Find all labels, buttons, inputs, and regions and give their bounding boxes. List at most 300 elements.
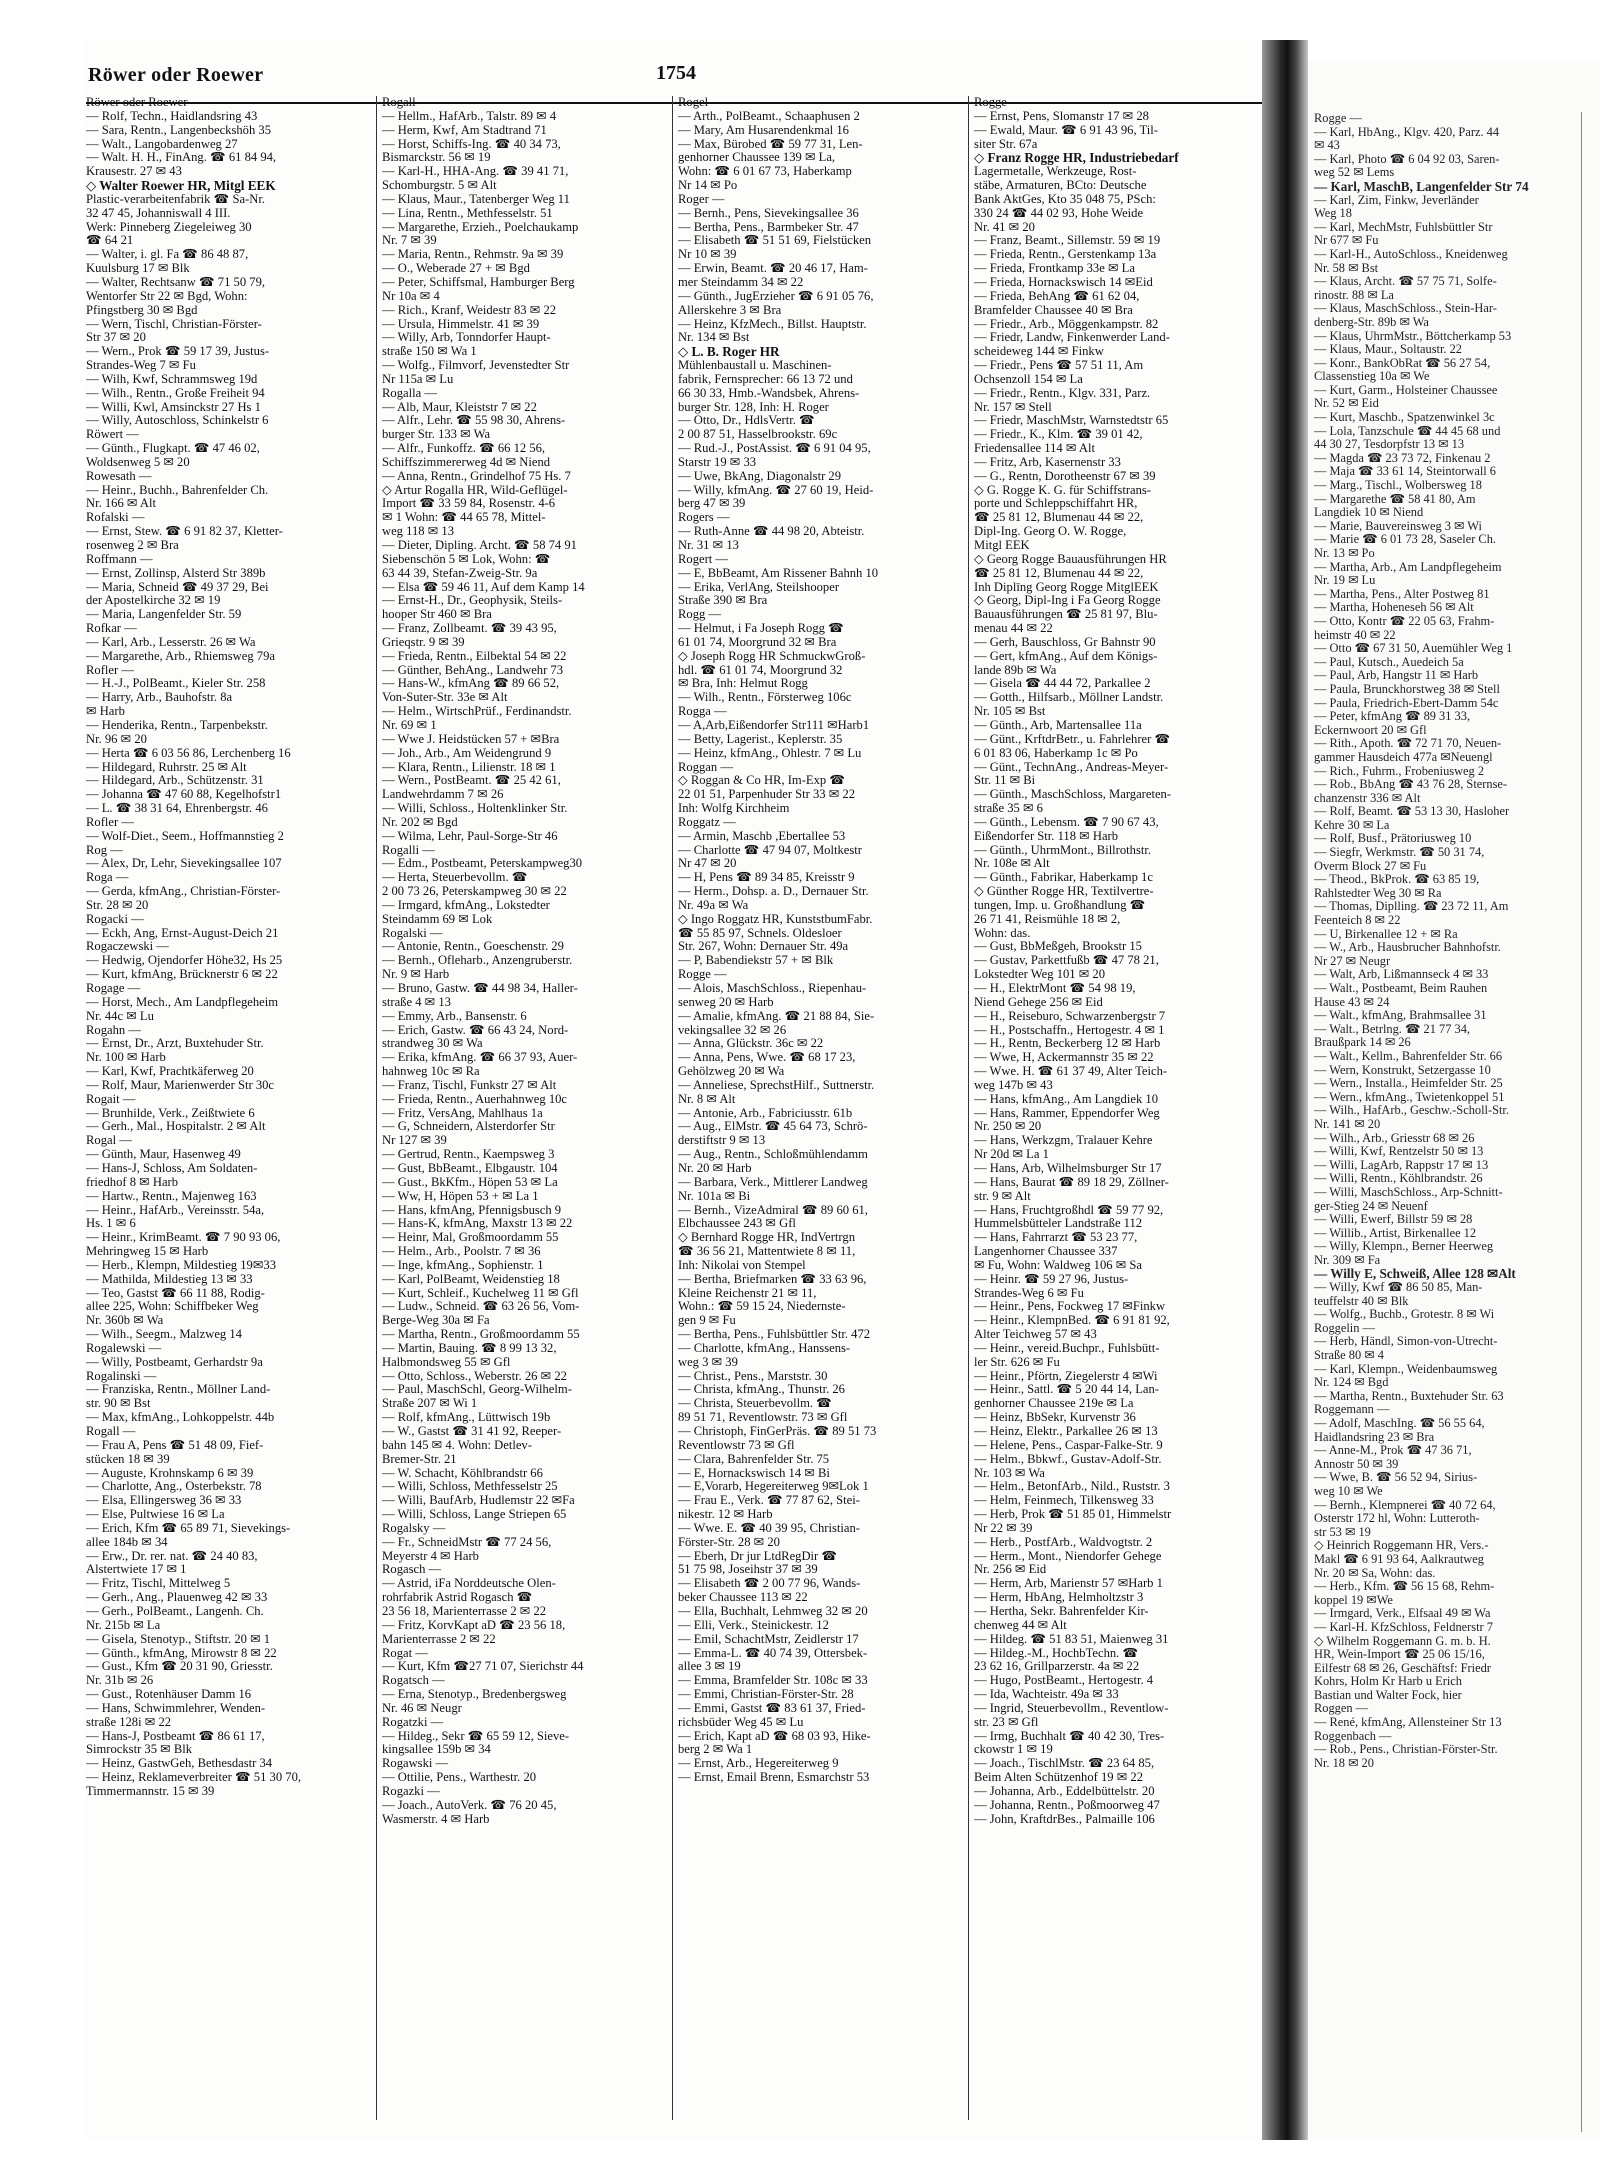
directory-entry: — Wern, Konstrukt, Setzergasse 10 bbox=[1314, 1063, 1491, 1077]
directory-entry: — Ernst, Stew. ☎ 6 91 82 37, Kletter- bbox=[86, 525, 283, 539]
directory-entry: — Anna, Pens, Wwe. ☎ 68 17 23, bbox=[678, 1051, 856, 1065]
directory-entry: — Joach., AutoVerk. ☎ 76 20 45, bbox=[382, 1798, 557, 1812]
directory-entry: ◇ Bernhard Rogge HR, IndVertrgn bbox=[678, 1231, 855, 1245]
directory-entry: — Hildeg., Sekr ☎ 65 59 12, Sieve- bbox=[382, 1729, 570, 1743]
directory-entry: Overm Block 27 ✉ Fu bbox=[1314, 859, 1427, 873]
directory-entry: Pfingstberg 30 ✉ Bgd bbox=[86, 303, 198, 317]
directory-entry: ◇ Günther Rogge HR, Textilvertre- bbox=[974, 885, 1154, 899]
directory-entry: — H, Pens ☎ 89 34 85, Kreisstr 9 bbox=[678, 871, 855, 885]
directory-entry: Berge-Weg 30a ✉ Fa bbox=[382, 1314, 490, 1328]
directory-entry: — Wilh, Kwf, Schrammsweg 19d bbox=[86, 372, 258, 386]
directory-entry: — Theod., BkProk. ☎ 63 85 19, bbox=[1314, 873, 1480, 887]
directory-entry: Alstertwiete 17 ✉ 1 bbox=[86, 1563, 187, 1577]
directory-entry: Schiffszimmererweg 4d ✉ Niend bbox=[382, 455, 551, 469]
directory-entry: — Walt., Postbeamt, Beim Rauhen bbox=[1314, 982, 1488, 995]
surname-heading: Rogg — bbox=[678, 608, 722, 622]
directory-entry: — Karl, MaschB, Langenfelder Str 74 bbox=[1314, 179, 1529, 194]
directory-entry: — Rith., Apoth. ☎ 72 71 70, Neuen- bbox=[1314, 737, 1502, 751]
directory-entry: — E, Hornackswisch 14 ✉ Bi bbox=[678, 1466, 830, 1480]
directory-entry: — Wern., Installa., Heimfelder Str. 25 bbox=[1314, 1077, 1503, 1091]
directory-entry: — Walt., Langobardenweg 27 bbox=[86, 137, 238, 151]
directory-entry: — Helm., WirtschPrüf., Ferdinandstr. bbox=[382, 705, 572, 719]
directory-entry: burger Str. 128, Inh: H. Roger bbox=[678, 400, 829, 414]
directory-entry: — Christa, Steuerbevollm. ☎ bbox=[678, 1397, 832, 1411]
directory-entry: — Alois, MaschSchloss., Riepenhau- bbox=[678, 982, 867, 995]
directory-entry: — Rolf, kfmAng., Lüttwisch 19b bbox=[382, 1411, 551, 1425]
directory-entry: gammer Hausdeich 477a ✉Neuengl bbox=[1314, 750, 1493, 764]
directory-entry: Nr 10 ✉ 39 bbox=[678, 248, 737, 262]
directory-entry: — Heinr., Pens, Fockweg 17 ✉Finkw bbox=[974, 1300, 1166, 1314]
directory-entry: Inh: Nikolai von Stempel bbox=[678, 1258, 806, 1272]
directory-entry: — Gerh., Mal., Hospitalstr. 2 ✉ Alt bbox=[86, 1120, 266, 1134]
directory-entry: — L. ☎ 38 31 64, Ehrenbergstr. 46 bbox=[86, 802, 268, 816]
directory-entry: — Wilh., Rentn., Försterweg 106c bbox=[678, 691, 852, 705]
directory-entry: allee 225, Wohn: Schiffbeker Weg bbox=[86, 1300, 259, 1314]
directory-entry: — Otto, Schloss., Weberstr. 26 ✉ 22 bbox=[382, 1369, 567, 1383]
directory-entry: — H., Rentn, Beckerberg 12 ✉ Harb bbox=[974, 1037, 1161, 1051]
directory-entry: — Willi, MaschSchloss., Arp-Schnitt- bbox=[1314, 1185, 1503, 1199]
directory-entry: — Wilh., Seegm., Malzweg 14 bbox=[86, 1328, 242, 1342]
surname-heading: Roggatz — bbox=[678, 815, 736, 829]
directory-entry: — Wolfg., Buchb., Grotestr. 8 ✉ Wi bbox=[1314, 1308, 1495, 1322]
directory-entry: ckowstr 1 ✉ 19 bbox=[974, 1743, 1053, 1757]
directory-entry: Meyerstr 4 ✉ Harb bbox=[382, 1549, 479, 1563]
directory-entry: Wentorfer Str 22 ✉ Bgd, Wohn: bbox=[86, 289, 248, 303]
directory-entry: — Wwe. H. ☎ 61 37 49, Alter Teich- bbox=[974, 1065, 1168, 1079]
directory-entry: — Hans, Baurat ☎ 89 18 29, Zöllner- bbox=[974, 1175, 1169, 1189]
directory-entry: straße 128i ✉ 22 bbox=[86, 1715, 172, 1729]
directory-entry: — Ottilie, Pens., Warthestr. 20 bbox=[382, 1771, 537, 1785]
directory-entry: — Willy, Arb, Tonndorfer Haupt- bbox=[382, 331, 551, 345]
directory-entry: — Martha, Hoheneseh 56 ✉ Alt bbox=[1314, 601, 1474, 615]
directory-entry: Kleine Reichenstr 21 ✉ 11, bbox=[678, 1286, 817, 1300]
directory-entry: allee 184b ✉ 34 bbox=[86, 1535, 168, 1549]
surname-heading: Rogalli — bbox=[382, 843, 435, 857]
directory-entry: — Karl, HbAng., Klgv. 420, Parz. 44 bbox=[1314, 125, 1500, 139]
directory-entry: straße 150 ✉ Wa 1 bbox=[382, 345, 477, 359]
directory-entry: — Kurt, Maschb., Spatzenwinkel 3c bbox=[1314, 411, 1495, 425]
directory-entry: Alter Teichweg 57 ✉ 43 bbox=[974, 1328, 1097, 1342]
surname-heading: Rogalsky — bbox=[382, 1521, 446, 1535]
directory-entry: — Heinr., vereid.Buchpr., Fuhlsbütt- bbox=[974, 1341, 1160, 1355]
directory-entry: Nr 115a ✉ Lu bbox=[382, 372, 454, 386]
directory-entry: — Wwe, B. ☎ 56 52 94, Sirius- bbox=[1314, 1471, 1478, 1485]
directory-entry: — Klaus, UhrmMstr., Böttcherkamp 53 bbox=[1314, 329, 1512, 343]
directory-entry: — Teo, Gastst ☎ 66 11 88, Rodig- bbox=[86, 1286, 265, 1300]
directory-entry: Makl ☎ 6 91 93 64, Aalkrautweg bbox=[1314, 1552, 1484, 1566]
directory-entry: ◇ Franz Rogge HR, Industriebedarf bbox=[974, 151, 1179, 166]
directory-entry: Woldsenweg 5 ✉ 20 bbox=[86, 455, 190, 469]
directory-entry: — Willib., Artist, Birkenallee 12 bbox=[1314, 1226, 1477, 1240]
directory-entry: — Martha, Rentn., Großmoordamm 55 bbox=[382, 1328, 580, 1342]
directory-entry: — Karl, Zim, Finkw, Jeverländer bbox=[1314, 193, 1479, 207]
directory-entry: ◇ Artur Rogalla HR, Wild-Geflügel- bbox=[382, 483, 568, 497]
directory-entry: — Astrid, iFa Norddeutsche Olen- bbox=[382, 1577, 556, 1591]
directory-entry: — Mary, Am Husarendenkmal 16 bbox=[678, 123, 849, 137]
directory-entry: — Walter, i. gl. Fa ☎ 86 48 87, bbox=[86, 248, 249, 262]
directory-entry: Nr 127 ✉ 39 bbox=[382, 1134, 447, 1148]
directory-entry: Ochsenzoll 154 ✉ La bbox=[974, 372, 1083, 386]
directory-entry: — Ruth-Anne ☎ 44 98 20, Abteistr. bbox=[678, 525, 865, 539]
directory-entry: — Ella, Buchhalt, Lehmweg 32 ✉ 20 bbox=[678, 1604, 868, 1618]
directory-entry: — Klaus, Archt. ☎ 57 75 71, Solfe- bbox=[1314, 275, 1497, 289]
surname-heading: Rogel — bbox=[678, 96, 724, 109]
directory-entry: — Ursula, Himmelstr. 41 ✉ 39 bbox=[382, 317, 540, 331]
directory-entry: — Bertha, Pens., Fuhlsbüttler Str. 472 bbox=[678, 1328, 871, 1342]
directory-entry: — Alb, Maur, Kleiststr 7 ✉ 22 bbox=[382, 400, 537, 414]
directory-entry: — Wern, Tischl, Christian-Förster- bbox=[86, 317, 262, 331]
directory-entry: — Fritz, Tischl, Mittelweg 5 bbox=[86, 1577, 231, 1591]
directory-entry: — U, Birkenallee 12 + ✉ Ra bbox=[1314, 927, 1458, 941]
directory-entry: — Herm., Mont., Niendorfer Gehege bbox=[974, 1549, 1162, 1563]
directory-entry: derstiftstr 9 ✉ 13 bbox=[678, 1134, 766, 1148]
directory-entry: Langenhorner Chaussee 337 bbox=[974, 1245, 1118, 1259]
directory-entry: — E, BbBeamt, Am Rissener Bahnh 10 bbox=[678, 566, 879, 580]
surname-heading: Rogert — bbox=[678, 552, 729, 566]
directory-entry: — Marg., Tischl., Wolbersweg 18 bbox=[1314, 479, 1482, 493]
directory-entry: chenweg 44 ✉ Alt bbox=[974, 1618, 1067, 1632]
directory-entry: — Gerh., Ang., Plauenweg 42 ✉ 33 bbox=[86, 1591, 268, 1605]
directory-entry: — Heinr., Pförtn, Ziegelerstr 4 ✉Wi bbox=[974, 1369, 1158, 1383]
directory-entry: — Brunhilde, Verk., Zeißtwiete 6 bbox=[86, 1106, 255, 1120]
directory-entry: mer Steindamm 34 ✉ 22 bbox=[678, 275, 804, 289]
directory-entry: — Kurt, Garm., Holsteiner Chaussee bbox=[1314, 383, 1498, 397]
directory-entry: — Ernst-H., Dr., Geophysik, Steils- bbox=[382, 594, 563, 608]
directory-entry: denberg-Str. 89b ✉ Wa bbox=[1314, 315, 1429, 329]
directory-entry: Nr. 52 ✉ Eid bbox=[1314, 397, 1379, 411]
directory-entry: — Max, kfmAng., Lohkoppelstr. 44b bbox=[86, 1411, 275, 1425]
directory-entry: — Herb, Händl, Simon-von-Utrecht- bbox=[1314, 1335, 1498, 1349]
directory-entry: Str. 267, Wohn: Dernauer Str. 49a bbox=[678, 940, 849, 954]
directory-entry: tungen, Imp. u. Großhandlung ☎ bbox=[974, 898, 1146, 912]
directory-entry: — John, KraftdrBes., Palmaille 106 bbox=[974, 1812, 1155, 1826]
surname-heading: Rowesath — bbox=[86, 469, 152, 483]
directory-entry: — Karl, Klempn., Weidenbaumsweg bbox=[1314, 1362, 1498, 1376]
directory-entry: — Karl-H. KfzSchloss, Feldnerstr 7 bbox=[1314, 1620, 1493, 1634]
directory-entry: — Elsa, Ellingersweg 36 ✉ 33 bbox=[86, 1494, 242, 1508]
directory-entry: Schomburgstr. 5 ✉ Alt bbox=[382, 179, 497, 193]
directory-entry: — Gotth., Hilfsarb., Möllner Landstr. bbox=[974, 691, 1164, 705]
directory-entry: Bastian und Walter Fock, hier bbox=[1314, 1688, 1462, 1702]
directory-entry: — Horst, Mech., Am Landpflegeheim bbox=[86, 995, 279, 1009]
directory-entry: — Hans, Fruchtgroßhdl ☎ 59 77 92, bbox=[974, 1203, 1164, 1217]
directory-entry: — Paula, Brunckhorstweg 38 ✉ Stell bbox=[1314, 682, 1500, 696]
directory-entry: Nr. 105 ✉ Bst bbox=[974, 705, 1046, 719]
directory-entry: — Clara, Bahrenfelder Str. 75 bbox=[678, 1452, 830, 1466]
directory-entry: Starstr 19 ✉ 33 bbox=[678, 455, 757, 469]
directory-entry: Straße 80 ✉ 4 bbox=[1314, 1349, 1384, 1363]
directory-entry: 6 01 83 06, Haberkamp 1c ✉ Po bbox=[974, 746, 1138, 760]
directory-entry: Straße 390 ✉ Bra bbox=[678, 594, 768, 608]
directory-entry: — Alfr., Funkoffz. ☎ 66 12 56, bbox=[382, 442, 546, 456]
directory-entry: ✉ Harb bbox=[86, 705, 125, 719]
directory-entry: — Harry, Arb., Bauhofstr. 8a bbox=[86, 691, 233, 705]
directory-entry: Nr. 69 ✉ 1 bbox=[382, 718, 437, 732]
directory-entry: — Wwe. E. ☎ 40 39 95, Christian- bbox=[678, 1521, 860, 1535]
directory-entry: — Frieda, Rentn., Eilbektal 54 ✉ 22 bbox=[382, 649, 567, 663]
directory-entry: hdl. ☎ 61 01 74, Moorgrund 32 bbox=[678, 663, 843, 677]
directory-entry: — Heinz, Elektr., Parkallee 26 ✉ 13 bbox=[974, 1425, 1158, 1438]
directory-entry: — Helm., Arb., Poolstr. 7 ✉ 36 bbox=[382, 1245, 541, 1259]
directory-entry: — Heinz, Reklameverbreiter ☎ 51 30 70, bbox=[86, 1771, 302, 1785]
directory-entry: chanzenstr 336 ✉ Alt bbox=[1314, 791, 1421, 805]
page-number: 1754 bbox=[656, 62, 696, 84]
directory-entry: — Erich, Kapt aD ☎ 68 03 93, Hike- bbox=[678, 1729, 871, 1743]
directory-entry: — Elisabeth ☎ 51 51 69, Fielstücken bbox=[678, 234, 872, 248]
directory-entry: — Hertha, Sekr. Bahrenfelder Kir- bbox=[974, 1604, 1149, 1618]
directory-entry: gen 9 ✉ Fu bbox=[678, 1314, 736, 1328]
directory-entry: ler Str. 626 ✉ Fu bbox=[974, 1355, 1060, 1369]
directory-entry: — Rob., BbAng ☎ 43 76 28, Sternse- bbox=[1314, 778, 1508, 792]
surname-heading: Rogacki — bbox=[86, 912, 144, 926]
directory-entry: Werk: Pinneberg Ziegeleiweg 30 bbox=[86, 220, 252, 234]
directory-entry: Nr 47 ✉ 20 bbox=[678, 857, 737, 871]
directory-entry: — Paul, Kutsch., Auedeich 5a bbox=[1314, 655, 1464, 669]
directory-entry: — Heinr., KrimBeamt. ☎ 7 90 93 06, bbox=[86, 1231, 281, 1245]
directory-entry: Nr. 20 ✉ Sa, Wohn: das. bbox=[1314, 1566, 1436, 1580]
directory-entry: — Elli, Verk., Steinickestr. 12 bbox=[678, 1618, 829, 1632]
directory-entry: Nr. 58 ✉ Bst bbox=[1314, 261, 1379, 275]
column-1 bbox=[86, 96, 370, 1799]
directory-entry: — Gisela, Stenotyp., Stiftstr. 20 ✉ 1 bbox=[86, 1632, 271, 1646]
directory-entry: ☎ 36 56 21, Mattentwiete 8 ✉ 11, bbox=[678, 1245, 856, 1259]
directory-entry: str. 90 ✉ Bst bbox=[86, 1397, 151, 1411]
directory-entry: — Fr., SchneidMstr ☎ 77 24 56, bbox=[382, 1535, 552, 1549]
directory-entry: Timmermannstr. 15 ✉ 39 bbox=[86, 1784, 215, 1798]
directory-entry: Nr. 108e ✉ Alt bbox=[974, 857, 1050, 871]
surname-heading: Roggan — bbox=[678, 760, 733, 774]
surname-heading: Rogat — bbox=[382, 1646, 428, 1660]
directory-entry: — Gisela ☎ 44 44 72, Parkallee 2 bbox=[974, 677, 1151, 691]
directory-entry: — Erika, kfmAng. ☎ 66 37 93, Auer- bbox=[382, 1051, 578, 1065]
directory-entry: — Anna, Glückstr. 36c ✉ 22 bbox=[678, 1037, 824, 1051]
directory-entry: Marienterrasse 2 ✉ 22 bbox=[382, 1632, 496, 1646]
directory-entry: — Willy E, Schweiß, Allee 128 ✉Alt bbox=[1314, 1267, 1516, 1282]
directory-entry: ◇ L. B. Roger HR bbox=[678, 345, 780, 360]
directory-entry: — Paul, Arb, Hangstr 11 ✉ Harb bbox=[1314, 669, 1479, 683]
directory-entry: — Hans, Schwimmlehrer, Wenden- bbox=[86, 1701, 266, 1715]
directory-entry: ☎ 64 21 bbox=[86, 234, 134, 248]
directory-entry: — Lina, Rentn., Methfesselstr. 51 bbox=[382, 206, 553, 220]
directory-entry: ◇ Joseph Rogg HR SchmuckwGroß- bbox=[678, 649, 866, 663]
directory-entry: 2 00 73 26, Peterskampweg 30 ✉ 22 bbox=[382, 885, 567, 899]
directory-entry: — Christa, kfmAng., Thunstr. 26 bbox=[678, 1383, 845, 1397]
directory-entry: — Willi, LagArb, Rappstr 17 ✉ 13 bbox=[1314, 1158, 1489, 1172]
directory-entry: ◇ Georg, Dipl-Ing i Fa Georg Rogge bbox=[974, 594, 1161, 608]
directory-entry: — Kurt, Schleif., Kuchelweg 11 ✉ Gfl bbox=[382, 1286, 579, 1300]
directory-entry: Kehre 30 ✉ La bbox=[1314, 818, 1390, 832]
directory-entry: — Uwe, BkAng, Diagonalstr 29 bbox=[678, 469, 841, 483]
directory-entry: weg 10 ✉ We bbox=[1314, 1484, 1383, 1498]
directory-entry: — Lola, Tanzschule ☎ 44 45 68 und bbox=[1314, 424, 1501, 438]
directory-entry: 63 44 39, Stefan-Zweig-Str. 9a bbox=[382, 566, 538, 580]
directory-entry: — Hans-W., kfmAng ☎ 89 66 52, bbox=[382, 677, 560, 691]
directory-entry: — Rolf, Techn., Haidlandsring 43 bbox=[86, 109, 258, 123]
directory-entry: — Friedr, MaschMstr, Warnstedtstr 65 bbox=[974, 414, 1169, 428]
directory-entry: ☎ 25 81 12, Blumenau 44 ✉ 22, bbox=[974, 566, 1144, 580]
directory-entry: — Frieda, Rentn., Auerhahnweg 10c bbox=[382, 1092, 568, 1106]
directory-entry: — Hedwig, Ojendorfer Höhe32, Hs 25 bbox=[86, 954, 283, 968]
surname-heading: Rogalski — bbox=[382, 926, 443, 940]
directory-entry: 61 01 74, Moorgrund 32 ✉ Bra bbox=[678, 635, 837, 649]
directory-entry: — Mathilda, Mildestieg 13 ✉ 33 bbox=[86, 1272, 253, 1286]
directory-entry: — Emil, SchachtMstr, Zeidlerstr 17 bbox=[678, 1632, 859, 1646]
directory-entry: — Helene, Pens., Caspar-Falke-Str. 9 bbox=[974, 1438, 1163, 1452]
directory-entry: Nr. 141 ✉ 20 bbox=[1314, 1117, 1381, 1131]
directory-entry: Siebenschön 5 ✉ Lok, Wohn: ☎ bbox=[382, 552, 551, 566]
directory-entry: — Ernst, Pens, Slomanstr 17 ✉ 28 bbox=[974, 109, 1149, 123]
directory-entry: — Rolf, Busf., Prätoriusweg 10 bbox=[1314, 832, 1472, 846]
directory-entry: ✉ Fu, Wohn: Waldweg 106 ✉ Sa bbox=[974, 1258, 1142, 1272]
directory-entry: — Bernh., Klempnerei ☎ 40 72 64, bbox=[1314, 1498, 1496, 1512]
directory-entry: — Sara, Rentn., Langenbeckshöh 35 bbox=[86, 123, 272, 137]
directory-entry: — Bernh., Ofleharb., Anzengruberstr. bbox=[382, 954, 573, 968]
directory-entry: Weg 18 bbox=[1314, 207, 1352, 221]
directory-entry: Nr. 46 ✉ Neugr bbox=[382, 1701, 462, 1715]
directory-entry: — Rolf, Beamt. ☎ 53 13 30, Hasloher bbox=[1314, 805, 1510, 819]
directory-entry: Nr. 19 ✉ Lu bbox=[1314, 574, 1376, 588]
directory-entry: — Erw., Dr. rer. nat. ☎ 24 40 83, bbox=[86, 1549, 258, 1563]
directory-entry: Krausestr. 27 ✉ 43 bbox=[86, 165, 182, 179]
directory-entry: — W., Arb., Hausbrucher Bahnhofstr. bbox=[1314, 941, 1501, 955]
directory-entry: — Helm, Feinmech, Tilkensweg 33 bbox=[974, 1494, 1154, 1508]
directory-entry: bahn 145 ✉ 4. Wohn: Detlev- bbox=[382, 1438, 532, 1452]
directory-entry: Grieqstr. 9 ✉ 39 bbox=[382, 635, 465, 649]
directory-entry: — Karl-H., AutoSchloss., Kneidenweg bbox=[1314, 247, 1508, 261]
directory-entry: Hummelsbütteler Landstraße 112 bbox=[974, 1217, 1143, 1231]
directory-entry: — Hildeg. ☎ 51 83 51, Maienweg 31 bbox=[974, 1632, 1169, 1646]
directory-entry: — Heinz, KfzMech., Billst. Hauptstr. bbox=[678, 317, 867, 331]
directory-entry: Steindamm 69 ✉ Lok bbox=[382, 912, 493, 926]
directory-entry: berg 2 ✉ Wa 1 bbox=[678, 1743, 753, 1757]
directory-entry: — Günt., TechnAng., Andreas-Meyer- bbox=[974, 760, 1169, 774]
directory-entry: — Thomas, Diplling. ☎ 23 72 11, Am bbox=[1314, 900, 1509, 914]
directory-entry: — Franz, Beamt., Sillemstr. 59 ✉ 19 bbox=[974, 234, 1161, 248]
directory-entry: rohrfabrik Astrid Rogasch ☎ bbox=[382, 1591, 533, 1605]
directory-entry: — Klara, Rentn., Lilienstr. 18 ✉ 1 bbox=[382, 760, 556, 774]
surname-heading: Rogge — bbox=[1314, 112, 1362, 125]
directory-entry: Nr. 166 ✉ Alt bbox=[86, 497, 157, 511]
directory-entry: — O., Weberade 27 + ✉ Bgd bbox=[382, 262, 530, 276]
directory-entry: — Bruno, Gastw. ☎ 44 98 34, Haller- bbox=[382, 982, 578, 995]
directory-entry: 2 00 87 51, Hasselbrookstr. 69c bbox=[678, 428, 838, 442]
directory-entry: str 53 ✉ 19 bbox=[1314, 1525, 1371, 1539]
directory-entry: — Ewald, Maur. ☎ 6 91 43 96, Til- bbox=[974, 123, 1158, 137]
directory-entry: Nr. 215b ✉ La bbox=[86, 1618, 161, 1632]
directory-entry: — Bernh., VizeAdmiral ☎ 89 60 61, bbox=[678, 1203, 868, 1217]
directory-entry: Bismarckstr. 56 ✉ 19 bbox=[382, 151, 491, 165]
directory-entry: Nr. 157 ✉ Stell bbox=[974, 400, 1052, 414]
directory-entry: — Hans-J, Postbeamt ☎ 86 61 17, bbox=[86, 1729, 265, 1743]
directory-entry: richsbüder Weg 45 ✉ Lu bbox=[678, 1715, 804, 1729]
directory-entry: Langdiek 10 ✉ Niend bbox=[1314, 506, 1424, 520]
directory-entry: Inh: Wolfg Kirchheim bbox=[678, 802, 790, 816]
surname-heading: Roger — bbox=[678, 192, 725, 206]
directory-entry: fabrik, Fernsprecher: 66 13 72 und bbox=[678, 372, 853, 386]
directory-entry: — Emmi, Gastst ☎ 83 61 37, Fried- bbox=[678, 1701, 866, 1715]
directory-entry: — Charlotte, kfmAng., Hanssens- bbox=[678, 1341, 851, 1355]
directory-entry: Str. 11 ✉ Bi bbox=[974, 774, 1036, 788]
directory-entry: 23 56 18, Marienterrasse 2 ✉ 22 bbox=[382, 1604, 547, 1618]
surname-heading: Rogalla — bbox=[382, 386, 437, 400]
directory-entry: Nr. 44c ✉ Lu bbox=[86, 1009, 154, 1023]
directory-entry: — Armin, Maschb ,Ebertallee 53 bbox=[678, 829, 846, 843]
directory-entry: straße 35 ✉ 6 bbox=[974, 802, 1043, 816]
directory-entry: — Helm., BetonfArb., Nild., Ruststr. 3 bbox=[974, 1480, 1170, 1494]
directory-entry: — Max, Bürobed ☎ 59 77 31, Len- bbox=[678, 137, 863, 151]
directory-entry: — Fritz, VersAng, Mahlhaus 1a bbox=[382, 1106, 543, 1120]
directory-entry: Nr. 31 ✉ 13 bbox=[678, 539, 739, 552]
directory-entry: — Friedr., Arb., Möggenkampstr. 82 bbox=[974, 317, 1159, 331]
directory-entry: — Günth, Maur, Hasenweg 49 bbox=[86, 1148, 241, 1162]
directory-entry: Beim Alten Schützenhof 19 ✉ 22 bbox=[974, 1771, 1144, 1785]
directory-entry: — Margarethe ☎ 58 41 80, Am bbox=[1314, 492, 1476, 506]
directory-entry: — Willy, Kwf ☎ 86 50 85, Man- bbox=[1314, 1281, 1483, 1295]
directory-entry: — Hans-K, kfmAng, Maxstr 13 ✉ 22 bbox=[382, 1217, 573, 1231]
directory-entry: — Helmut, i Fa Joseph Rogg ☎ bbox=[678, 622, 844, 636]
directory-entry: — Herm, Kwf, Am Stadtrand 71 bbox=[382, 123, 547, 137]
directory-entry: Niend Gehege 256 ✉ Eid bbox=[974, 995, 1103, 1009]
directory-entry: — Elisabeth ☎ 2 00 77 96, Wands- bbox=[678, 1577, 861, 1591]
directory-entry: Eißendorfer Str. 118 ✉ Harb bbox=[974, 829, 1119, 843]
surname-heading: Rofalski — bbox=[86, 511, 145, 525]
directory-entry: — Inge, kfmAng., Sophienstr. 1 bbox=[382, 1258, 544, 1272]
directory-entry: Wohn.: ☎ 59 15 24, Niedernstе- bbox=[678, 1300, 846, 1314]
directory-entry: 51 75 98, Joseihstr 37 ✉ 39 bbox=[678, 1563, 818, 1577]
directory-entry: — Hildegard, Ruhrstr. 25 ✉ Alt bbox=[86, 760, 247, 774]
directory-entry: — Erna, Stenotyp., Bredenbergsweg bbox=[382, 1688, 567, 1702]
directory-entry: — Karl, Photo ☎ 6 04 92 03, Saren- bbox=[1314, 152, 1500, 166]
directory-entry: Wohn: ☎ 6 01 67 73, Haberkamp bbox=[678, 165, 852, 179]
surname-heading: Rogazki — bbox=[382, 1784, 440, 1798]
directory-entry: — Marie ☎ 6 01 73 28, Saseler Ch. bbox=[1314, 533, 1496, 547]
directory-entry: — Günth., JugErzieher ☎ 6 91 05 76, bbox=[678, 289, 874, 303]
directory-entry: — Karl-H., HHA-Ang. ☎ 39 41 71, bbox=[382, 165, 569, 179]
surname-heading: Rogal — bbox=[86, 1134, 132, 1148]
directory-entry: — Herb, Prok ☎ 51 85 01, Himmelstr bbox=[974, 1508, 1172, 1522]
directory-entry: — Otto, Dr., HdlsVertr. ☎ bbox=[678, 414, 815, 428]
directory-entry: Nr 20d ✉ La 1 bbox=[974, 1148, 1049, 1162]
directory-entry: Straße 207 ✉ Wi 1 bbox=[382, 1397, 478, 1411]
directory-entry: — Konr., BankObRat ☎ 56 27 54, bbox=[1314, 356, 1491, 370]
directory-entry: — Hildeg.-M., HochbTechn. ☎ bbox=[974, 1646, 1139, 1660]
directory-entry: — Christoph, FinGerPräs. ☎ 89 51 73 bbox=[678, 1425, 877, 1438]
directory-entry: Bramfelder Chaussee 40 ✉ Bra bbox=[974, 303, 1133, 317]
directory-entry: — Gert, kfmAng., Auf dem Königs- bbox=[974, 649, 1158, 663]
directory-entry: Kuulsburg 17 ✉ Blk bbox=[86, 262, 190, 276]
directory-entry: ◇ Roggan & Co HR, Im-Exp ☎ bbox=[678, 774, 846, 788]
directory-entry: 26 71 41, Reismühle 18 ✉ 2, bbox=[974, 912, 1121, 926]
directory-entry: — Willi, BaufArb, Hudlemstr 22 ✉Fa bbox=[382, 1494, 575, 1508]
directory-entry: — Herta, Steuerbevollm. ☎ bbox=[382, 871, 528, 885]
directory-entry: Nr 14 ✉ Po bbox=[678, 179, 738, 193]
directory-entry: — Rud.-J., PostAssist. ☎ 6 91 04 95, bbox=[678, 442, 871, 456]
directory-entry: Bauausführungen ☎ 25 81 97, Blu- bbox=[974, 608, 1158, 622]
directory-entry: Nr. 9 ✉ Harb bbox=[382, 968, 450, 982]
directory-entry: — Hugo, PostBeamt., Hertogestr. 4 bbox=[974, 1674, 1154, 1688]
directory-entry: — Hans, kfmAng., Am Langdiek 10 bbox=[974, 1092, 1158, 1106]
directory-entry: — Hellm., HafArb., Talstr. 89 ✉ 4 bbox=[382, 109, 557, 123]
directory-entry: — Walt., Betrlng. ☎ 21 77 34, bbox=[1314, 1022, 1471, 1036]
directory-entry: — G., Rentn, Dorotheenstr 67 ✉ 39 bbox=[974, 469, 1156, 483]
directory-page bbox=[86, 40, 1304, 2140]
directory-entry: — H., Postschaffn., Hertogestr. 4 ✉ 1 bbox=[974, 1023, 1165, 1037]
directory-entry: porte und Schleppschiffahrt HR, bbox=[974, 497, 1138, 511]
directory-entry: Simrockstr 35 ✉ Blk bbox=[86, 1743, 193, 1757]
directory-entry: str. 9 ✉ Alt bbox=[974, 1189, 1031, 1203]
surname-heading: Rogalinski — bbox=[86, 1369, 157, 1383]
directory-entry: Str. 28 ✉ 20 bbox=[86, 898, 149, 912]
